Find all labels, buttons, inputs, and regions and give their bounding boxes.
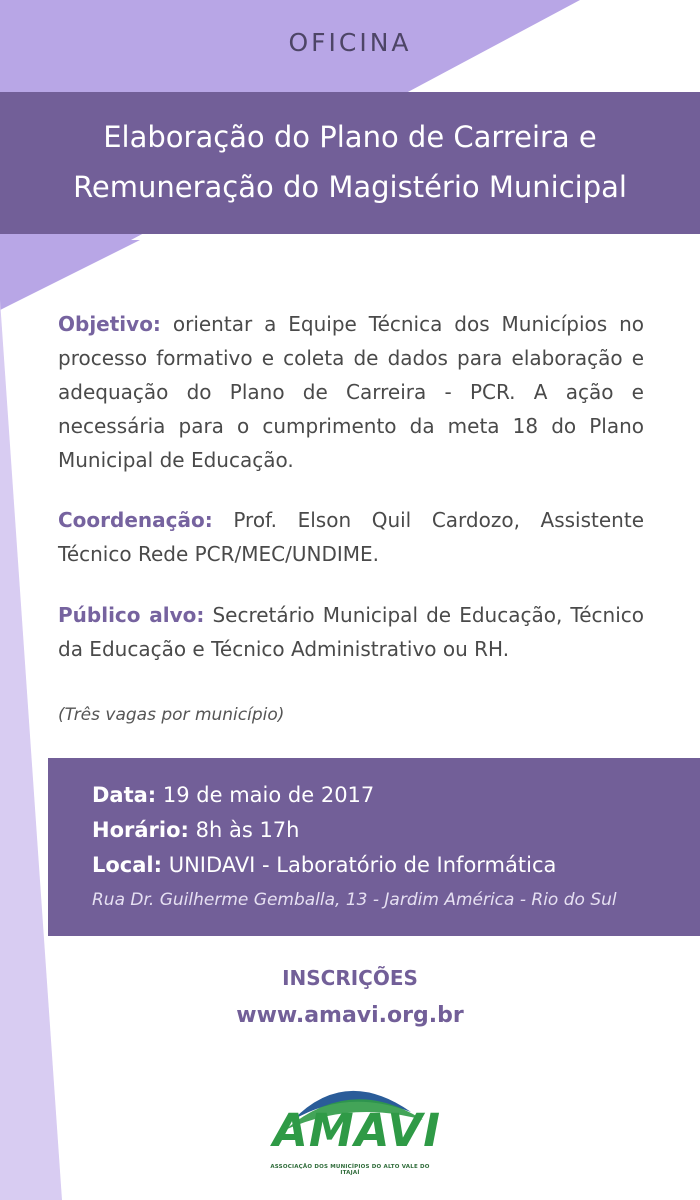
logo-wordmark: AMAVI: [273, 1104, 441, 1157]
event-date: [92, 778, 692, 812]
title-line-1: Elaboração do Plano de Carreira e: [103, 120, 597, 154]
audience-text: Secretário Municipal de Educação, Técnico da Educação e Técnico Administrativo ou RH.: [58, 603, 644, 661]
time-value: 8h às 17h: [195, 818, 300, 842]
coordination-label: Coordenação:: [58, 508, 213, 532]
event-address: Rua Dr. Guilherme Gemballa, 13 - Jardim América - Rio do Sul: [92, 890, 617, 910]
event-place: [92, 848, 692, 882]
logo-subtitle: ASSOCIAÇÃO DOS MUNICÍPIOS DO ALTO VALE DO ITAJAÍ: [270, 1164, 430, 1176]
lower-left-pale-wedge: [0, 300, 62, 1200]
date-label: Data:: [92, 783, 157, 807]
coordination-paragraph: [58, 503, 644, 571]
audience-note: (Três vagas por município): [58, 705, 285, 725]
page-title: [0, 112, 700, 212]
left-pale-purple-wedge: [0, 240, 140, 310]
event-time: [92, 813, 692, 847]
objective-label: Objetivo:: [58, 312, 161, 336]
place-label: Local:: [92, 853, 163, 877]
place-value: UNIDAVI - Laboratório de Informática: [168, 853, 557, 877]
amavi-logo: [265, 1068, 441, 1188]
objective-text: orientar a Equipe Técnica dos Municípios no processo formativo e coleta de dados para elaboração e adequação do Plano de Carreira - PCR. A ação e necessária para o cumprimento da meta 18 do Plano Municipal de Educação.: [58, 312, 644, 472]
registration-label: INSCRIÇÕES: [282, 966, 418, 990]
registration-link[interactable]: www.amavi.org.br: [236, 1003, 464, 1028]
title-line-2: Remuneração do Magistério Municipal: [73, 170, 627, 204]
coordination-text: Prof. Elson Quil Cardozo, Assistente Técnico Rede PCR/MEC/UNDIME.: [58, 508, 644, 566]
date-value: 19 de maio de 2017: [162, 783, 375, 807]
objective-paragraph: [58, 307, 644, 477]
audience-paragraph: [58, 598, 644, 666]
audience-label: Público alvo:: [58, 603, 205, 627]
time-label: Horário:: [92, 818, 189, 842]
eyebrow-label: OFICINA: [288, 28, 412, 57]
